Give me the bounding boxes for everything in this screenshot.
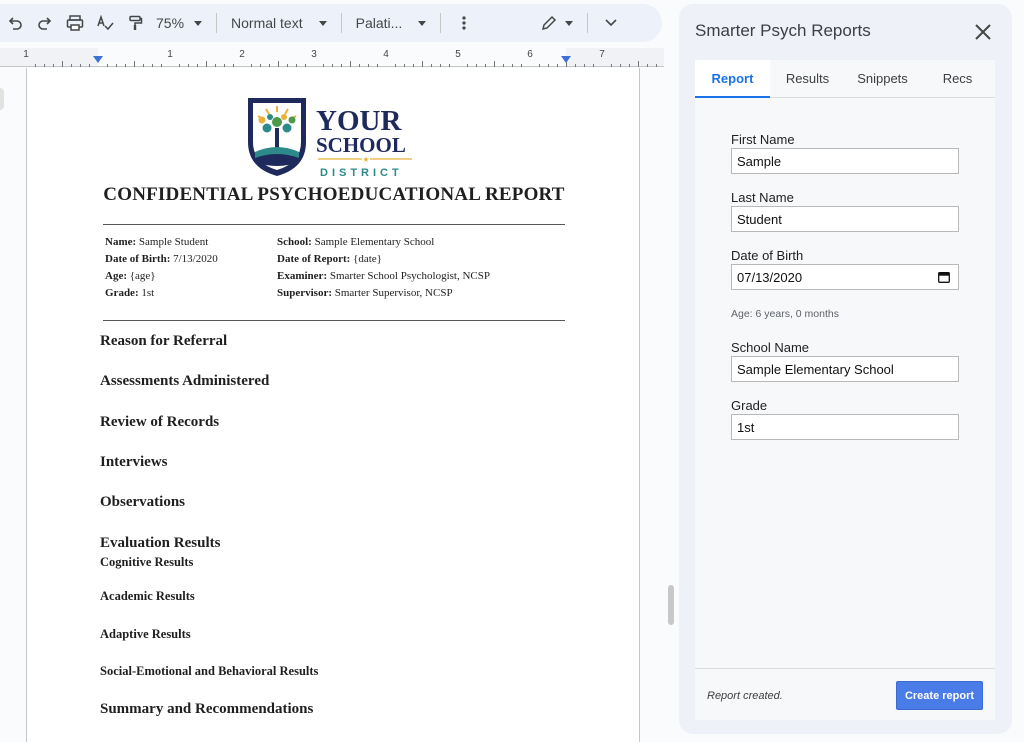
last-name-value: Student <box>737 211 782 227</box>
ruler-tick <box>179 64 180 67</box>
ruler-tick <box>575 64 576 67</box>
ruler-tick <box>467 64 468 67</box>
redo-icon[interactable] <box>30 9 60 37</box>
ruler-tick <box>62 61 63 67</box>
ruler-tick <box>143 64 144 67</box>
ruler-tick <box>323 64 324 67</box>
left-indent-marker[interactable] <box>93 56 103 63</box>
info-examiner: Examiner: Smarter School Psychologist, NCSP <box>277 270 490 282</box>
ruler-tick <box>269 64 270 67</box>
school-name-input[interactable] <box>731 356 959 382</box>
ruler-tick <box>260 64 261 67</box>
heading-observations: Observations <box>100 494 186 510</box>
info-grade: Grade: 1st <box>105 287 155 299</box>
ruler-tick <box>80 64 81 67</box>
ruler-tick <box>134 61 135 67</box>
sidebar-footer <box>695 668 995 720</box>
chevron-down-icon <box>194 21 202 26</box>
ruler-tick <box>359 64 360 67</box>
close-icon[interactable] <box>971 20 995 44</box>
info-name: Name: Sample Student <box>105 236 209 248</box>
ruler-tick <box>557 64 558 67</box>
paint-format-icon[interactable] <box>120 9 150 37</box>
student-info-right <box>277 234 490 302</box>
ruler-number: 2 <box>239 49 245 60</box>
ruler-margin-right <box>566 48 664 67</box>
grade-input[interactable] <box>731 414 959 440</box>
ruler-tick <box>377 64 378 67</box>
ruler-tick <box>71 64 72 67</box>
ruler-number: 3 <box>311 49 317 60</box>
zoom-value: 75% <box>156 15 185 31</box>
ruler-number: 4 <box>383 49 389 60</box>
ruler-tick <box>395 64 396 67</box>
ruler-tick <box>422 61 423 67</box>
school-name-value: Sample Elementary School <box>737 361 894 377</box>
font-value: Palati... <box>355 15 403 31</box>
pencil-icon <box>541 15 557 31</box>
dob-input[interactable] <box>731 264 959 290</box>
ruler-tick <box>44 64 45 67</box>
info-supervisor: Supervisor: Smarter Supervisor, NCSP <box>277 287 453 299</box>
chevron-down-icon <box>319 21 327 26</box>
ruler-tick <box>305 64 306 67</box>
ruler-tick <box>413 64 414 67</box>
ruler-tick <box>107 64 108 67</box>
svg-text:★: ★ <box>362 155 370 164</box>
undo-icon[interactable] <box>0 9 30 37</box>
heading-assessments-administered: Assessments Administered <box>100 373 270 389</box>
font-select[interactable] <box>350 9 433 37</box>
ruler-tick <box>215 64 216 67</box>
paragraph-style-select[interactable] <box>225 9 333 37</box>
toolbar-divider <box>440 13 441 33</box>
heading-summary-recommendations: Summary and Recommendations <box>100 701 314 717</box>
ruler-tick <box>296 64 297 67</box>
ruler-tick <box>629 64 630 67</box>
ruler-tick <box>197 64 198 67</box>
sidebar-tabs <box>695 60 995 98</box>
ruler-tick <box>224 64 225 67</box>
status-message: Report created. <box>707 690 783 702</box>
ruler-tick <box>449 64 450 67</box>
heading-cognitive-results: Cognitive Results <box>100 555 194 569</box>
ruler-tick <box>350 61 351 67</box>
right-indent-marker[interactable] <box>561 56 571 63</box>
first-name-input[interactable] <box>731 148 959 174</box>
info-dob: Date of Birth: 7/13/2020 <box>105 253 218 265</box>
spellcheck-icon[interactable] <box>90 9 120 37</box>
heading-evaluation-results: Evaluation Results <box>100 535 221 551</box>
ruler-tick <box>503 64 504 67</box>
first-name-label: First Name <box>731 132 795 147</box>
paragraph-style-value: Normal text <box>231 15 303 31</box>
ruler-tick <box>584 64 585 67</box>
ruler-number: 6 <box>527 49 533 60</box>
last-name-input[interactable] <box>731 206 959 232</box>
student-info-left <box>105 234 218 302</box>
heading-academic-results: Academic Results <box>100 589 195 603</box>
heading-social-emotional-results: Social-Emotional and Behavioral Results <box>100 664 319 678</box>
document-title: CONFIDENTIAL PSYCHOEDUCATIONAL REPORT <box>103 184 565 205</box>
ruler-number: 1 <box>23 49 29 60</box>
ruler-tick <box>287 64 288 67</box>
school-name-label: School Name <box>731 340 810 355</box>
title-divider <box>103 224 565 225</box>
ruler-tick <box>611 64 612 67</box>
calendar-icon[interactable] <box>938 271 950 283</box>
document-page[interactable] <box>26 68 640 742</box>
ruler-tick <box>548 64 549 67</box>
dob-value: 07/13/2020 <box>737 269 803 285</box>
grade-value: 1st <box>737 419 755 435</box>
create-report-button[interactable]: Create report <box>896 681 983 710</box>
ruler-tick <box>638 61 639 67</box>
ruler-tick <box>368 64 369 67</box>
ruler-tick <box>593 64 594 67</box>
toolbar-divider <box>587 13 588 33</box>
last-name-label: Last Name <box>731 190 794 205</box>
addon-sidebar <box>679 4 1012 734</box>
heading-adaptive-results: Adaptive Results <box>100 627 191 641</box>
ruler-tick <box>494 61 495 67</box>
report-form <box>695 98 995 668</box>
editor-toolbar <box>0 4 662 42</box>
logo-text-your: YOUR <box>316 105 402 137</box>
heading-reason-for-referral: Reason for Referral <box>100 333 228 349</box>
age-note: Age: 6 years, 0 months <box>731 308 839 320</box>
ruler-tick <box>89 64 90 67</box>
ruler-number: 1 <box>167 49 173 60</box>
ruler-tick <box>341 64 342 67</box>
logo-text-school: SCHOOL <box>316 133 406 157</box>
first-name-value: Sample <box>737 153 782 169</box>
heading-interviews: Interviews <box>100 454 168 470</box>
info-school: School: Sample Elementary School <box>277 236 435 248</box>
tab-snippets[interactable]: Snippets <box>857 71 908 86</box>
ruler-tick <box>116 64 117 67</box>
ruler-tick <box>152 64 153 67</box>
editing-mode-button[interactable] <box>535 9 579 37</box>
left-panel-handle[interactable] <box>0 88 4 110</box>
ruler-tick <box>233 64 234 67</box>
ruler-margin-left <box>0 48 98 67</box>
sidebar-title: Smarter Psych Reports <box>695 21 871 40</box>
ruler-tick <box>485 64 486 67</box>
ruler-tick <box>206 61 207 67</box>
ruler-tick <box>188 64 189 67</box>
ruler-tick <box>251 64 252 67</box>
more-options-icon[interactable] <box>449 9 479 37</box>
ruler-tick <box>620 64 621 67</box>
ruler-tick <box>431 64 432 67</box>
ruler-tick <box>161 64 162 67</box>
tab-report[interactable]: Report <box>695 60 770 97</box>
grade-label: Grade <box>731 398 768 413</box>
ruler-tick <box>53 64 54 67</box>
ruler-number: 7 <box>599 49 605 60</box>
ruler-tick <box>440 64 441 67</box>
info-date-of-report: Date of Report: {date} <box>277 253 382 265</box>
ruler-tick <box>512 64 513 67</box>
ruler-tick <box>35 64 36 67</box>
toolbar-divider <box>216 13 217 33</box>
info-divider <box>103 320 565 321</box>
ruler-tick <box>125 64 126 67</box>
ruler-tick <box>476 64 477 67</box>
toolbar-divider <box>341 13 342 33</box>
ruler-tick <box>656 64 657 67</box>
dob-label: Date of Birth <box>731 248 804 263</box>
school-district-logo <box>236 90 432 182</box>
ruler-tick <box>332 64 333 67</box>
horizontal-ruler[interactable] <box>0 48 664 68</box>
ruler-tick <box>647 64 648 67</box>
info-age: Age: {age} <box>105 270 156 282</box>
collapse-menus-icon[interactable] <box>596 9 626 37</box>
sidebar-resize-handle[interactable] <box>668 585 674 625</box>
print-icon[interactable] <box>60 9 90 37</box>
ruler-tick <box>521 64 522 67</box>
ruler-tick <box>539 64 540 67</box>
tab-results[interactable]: Results <box>785 71 830 86</box>
ruler-number: 5 <box>455 49 461 60</box>
heading-review-of-records: Review of Records <box>100 414 220 430</box>
chevron-down-icon <box>565 21 573 26</box>
chevron-down-icon <box>418 21 426 26</box>
logo-text-district: DISTRICT <box>320 167 403 179</box>
tab-recs[interactable]: Recs <box>942 71 973 86</box>
ruler-tick <box>278 61 279 67</box>
ruler-tick <box>404 64 405 67</box>
zoom-select[interactable] <box>150 9 208 37</box>
